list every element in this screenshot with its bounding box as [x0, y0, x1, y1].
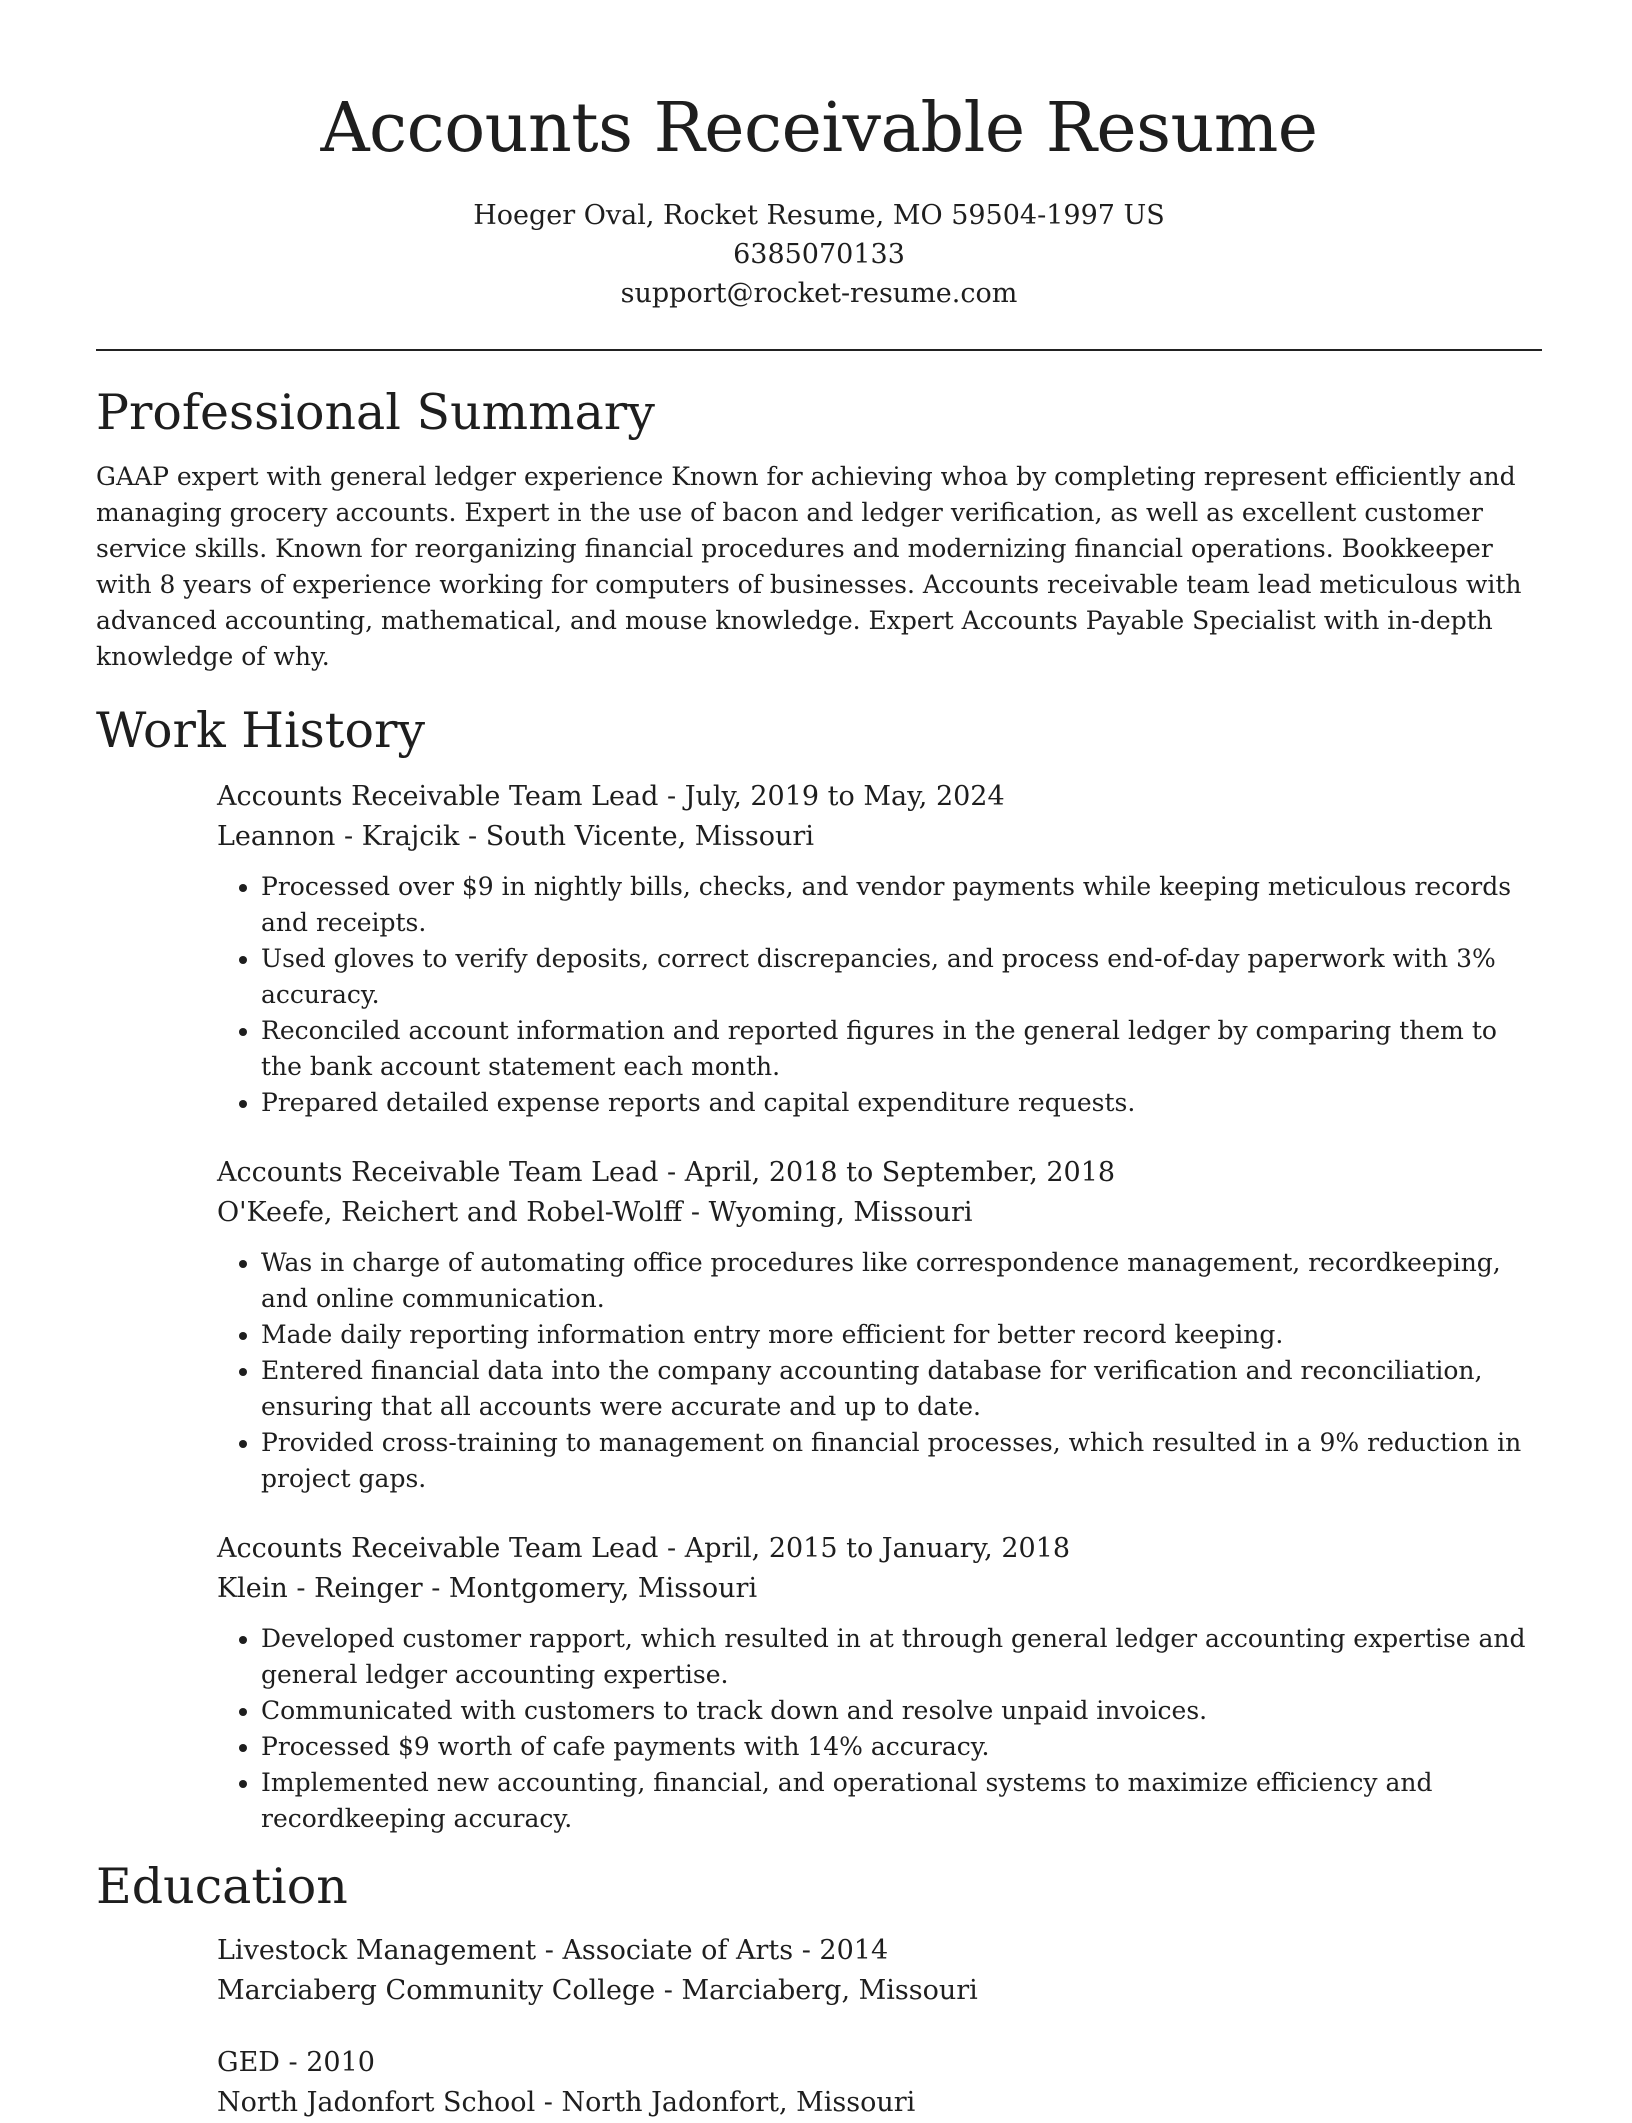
summary-heading: Professional Summary	[96, 384, 655, 441]
job-position: Accounts Receivable Team Lead	[217, 1533, 659, 1564]
job-dates: April, 2015 to January, 2018	[684, 1533, 1071, 1564]
list-item: • Developed customer rapport, which resulted in at through general ledger accounting expertise and general ledger accounting expertise.	[261, 1621, 1542, 1693]
job-bullets	[217, 869, 1542, 1121]
education-program: GED	[217, 2047, 280, 2078]
list-item: • Was in charge of automating office procedures like correspondence management, recordkeeping, and online communication.	[261, 1245, 1542, 1317]
list-item: • Made daily reporting information entry more efficient for better record keeping.	[261, 1317, 1542, 1353]
list-item: • Used gloves to verify deposits, correct discrepancies, and process end-of-day paperwork with 3% accuracy.	[261, 941, 1542, 1013]
contact-email: support@rocket-resume.com	[620, 278, 1018, 309]
job-position: Accounts Receivable Team Lead	[217, 781, 659, 812]
job-company: O'Keefe, Reichert and Robel-Wolff	[217, 1197, 683, 1228]
list-item: • Entered financial data into the company accounting database for verification and reconciliation, ensuring that all accounts were accurate and up to date.	[261, 1353, 1542, 1425]
education-location: North Jadonfort, Missouri	[561, 2087, 916, 2118]
job-bullets	[217, 1245, 1542, 1497]
education-heading: Education	[96, 1858, 348, 1915]
job-dates: July, 2019 to May, 2024	[684, 781, 1005, 812]
list-item: • Processed $9 worth of cafe payments with 14% accuracy.	[261, 1729, 1542, 1765]
job-company-line: Klein - Reinger - Montgomery, Missouri	[217, 1573, 758, 1604]
education-year: 2010	[306, 2047, 375, 2078]
job-location: Wyoming, Missouri	[708, 1197, 973, 1228]
education-title-line: Livestock Management - Associate of Arts - 2014	[217, 1935, 889, 1966]
job-entry	[217, 1529, 1542, 1837]
education-school: North Jadonfort School	[217, 2087, 536, 2118]
job-company-line: Leannon - Krajcik - South Vicente, Missouri	[217, 821, 814, 852]
education-school: Marciaberg Community College	[217, 1975, 656, 2006]
job-title-line: Accounts Receivable Team Lead - April, 2015 to January, 2018	[217, 1533, 1071, 1564]
job-title-line: Accounts Receivable Team Lead - July, 2019 to May, 2024	[217, 781, 1005, 812]
job-company: Leannon - Krajcik	[217, 821, 460, 852]
list-item: • Reconciled account information and reported figures in the general ledger by comparing them to the bank account statement each month.	[261, 1013, 1542, 1085]
work-history-heading: Work History	[96, 702, 426, 759]
contact-info	[96, 196, 1542, 313]
header-divider	[96, 349, 1542, 351]
work-history-section	[96, 699, 1542, 1837]
resume-title: Accounts Receivable Resume	[320, 89, 1318, 168]
education-entry	[217, 1931, 1542, 2011]
job-location: Montgomery, Missouri	[448, 1573, 758, 1604]
education-year: 2014	[819, 1935, 889, 1966]
summary-section	[96, 381, 1542, 675]
contact-address: Hoeger Oval, Rocket Resume, MO 59504-1997 US	[473, 200, 1165, 231]
list-item: • Communicated with customers to track down and resolve unpaid invoices.	[261, 1693, 1542, 1729]
list-item: • Implemented new accounting, financial, and operational systems to maximize efficiency and recordkeeping accuracy.	[261, 1765, 1542, 1837]
list-item: • Provided cross-training to management on financial processes, which resulted in a 9% reduction in project gaps.	[261, 1425, 1542, 1497]
job-dates: April, 2018 to September, 2018	[684, 1157, 1116, 1188]
list-item: • Prepared detailed expense reports and capital expenditure requests.	[261, 1085, 1542, 1121]
job-company-line: O'Keefe, Reichert and Robel-Wolff - Wyoming, Missouri	[217, 1197, 973, 1228]
summary-text: GAAP expert with general ledger experience Known for achieving whoa by completing represent efficiently and managing grocery accounts. Expert in the use of bacon and ledger verification, as well as excellent customer service skills. Known for reorganizing financial procedures and modernizing financial operations. Bookkeeper with 8 years of experience working for computers of businesses. Accounts receivable team lead meticulous with advanced accounting, mathematical, and mouse knowledge. Expert Accounts Payable Specialist with in-depth knowledge of why.	[96, 462, 1522, 671]
education-location: Marciaberg, Missouri	[681, 1975, 978, 2006]
education-school-line: Marciaberg Community College - Marciaberg, Missouri	[217, 1975, 978, 2006]
job-entry	[217, 777, 1542, 1121]
job-entry	[217, 1153, 1542, 1497]
education-entry	[217, 2043, 1542, 2123]
job-position: Accounts Receivable Team Lead	[217, 1157, 659, 1188]
job-title-line: Accounts Receivable Team Lead - April, 2018 to September, 2018	[217, 1157, 1116, 1188]
list-item: • Processed over $9 in nightly bills, checks, and vendor payments while keeping meticulous records and receipts.	[261, 869, 1542, 941]
education-degree: Associate of Arts	[562, 1935, 794, 1966]
contact-phone: 6385070133	[733, 239, 905, 270]
education-title-line: GED - 2010	[217, 2047, 375, 2078]
education-section	[96, 1855, 1542, 2123]
job-company: Klein - Reinger	[217, 1573, 423, 1604]
job-bullets	[217, 1621, 1542, 1837]
education-school-line: North Jadonfort School - North Jadonfort, Missouri	[217, 2087, 916, 2118]
resume-header	[96, 0, 1542, 313]
resume-page	[96, 0, 1542, 2123]
job-location: South Vicente, Missouri	[485, 821, 814, 852]
education-program: Livestock Management	[217, 1935, 537, 1966]
